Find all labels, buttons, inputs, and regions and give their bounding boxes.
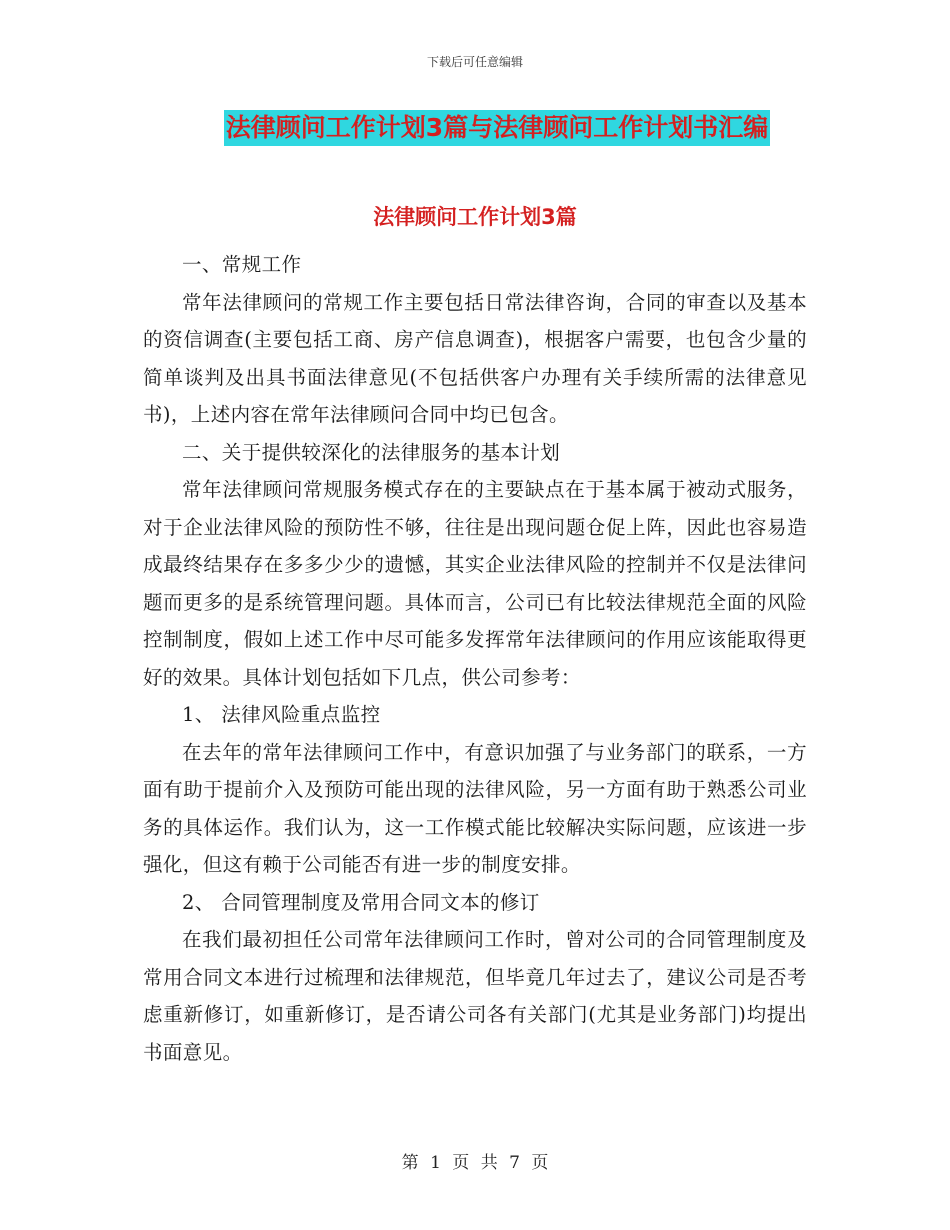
paragraph-heading-contract-revision: 2、 合同管理制度及常用合同文本的修订: [182, 890, 540, 914]
paragraph: 在去年的常年法律顾问工作中，有意识加强了与业务部门的联系，一方面有助于提前介入及预防可能出现的法律风险，另一方面有助于熟悉公司业务的具体运作。我们认为，这一工作模式能比较解决实际问题，应该进一步强化，但这有赖于公司能否有进一步的制度安排。: [143, 740, 807, 876]
page-number: 第 1 页 共 7 页: [401, 1153, 549, 1173]
paragraph-heading-risk-monitoring: 1、 法律风险重点监控: [182, 703, 381, 726]
paragraph: 常年法律顾问的常规工作主要包括日常法律咨询，合同的审查以及基本的资信调查(主要包括工商、房产信息调查)，根据客户需要，也包含少量的简单谈判及出具书面法律意见(不包括供客户办理有关手续所需的法律意见书)，上述内容在常年法律顾问合同中均已包含。: [143, 290, 807, 426]
main-title-container: [0, 110, 950, 146]
paragraph: 在我们最初担任公司常年法律顾问工作时，曾对公司的合同管理制度及常用合同文本进行过梳理和法律规范，但毕竟几年过去了，建议公司是否考虑重新修订，如重新修订，是否请公司各有关部门(尤其是业务部门)均提出书面意见。: [143, 928, 807, 1064]
section-title: 法律顾问工作计划3篇: [373, 205, 577, 229]
document-body: [143, 246, 807, 1071]
paragraph: 常年法律顾问常规服务模式存在的主要缺点在于基本属于被动式服务，对于企业法律风险的预防性不够，往往是出现问题仓促上阵，因此也容易造成最终结果存在多多少少的遗憾，其实企业法律风险的控制并不仅是法律问题而更多的是系统管理问题。具体而言，公司已有比较法律规范全面的风险控制制度，假如上述工作中尽可能多发挥常年法律顾问的作用应该能取得更好的效果。具体计划包括如下几点，供公司参考：: [143, 478, 807, 689]
paragraph-heading-deeper-services: 二、关于提供较深化的法律服务的基本计划: [182, 440, 561, 464]
main-title: 法律顾问工作计划3篇与法律顾问工作计划书汇编: [224, 110, 770, 146]
paragraph-heading-routine-work: 一、常规工作: [182, 253, 302, 276]
page-header-note: 下载后可任意编辑: [426, 55, 523, 69]
